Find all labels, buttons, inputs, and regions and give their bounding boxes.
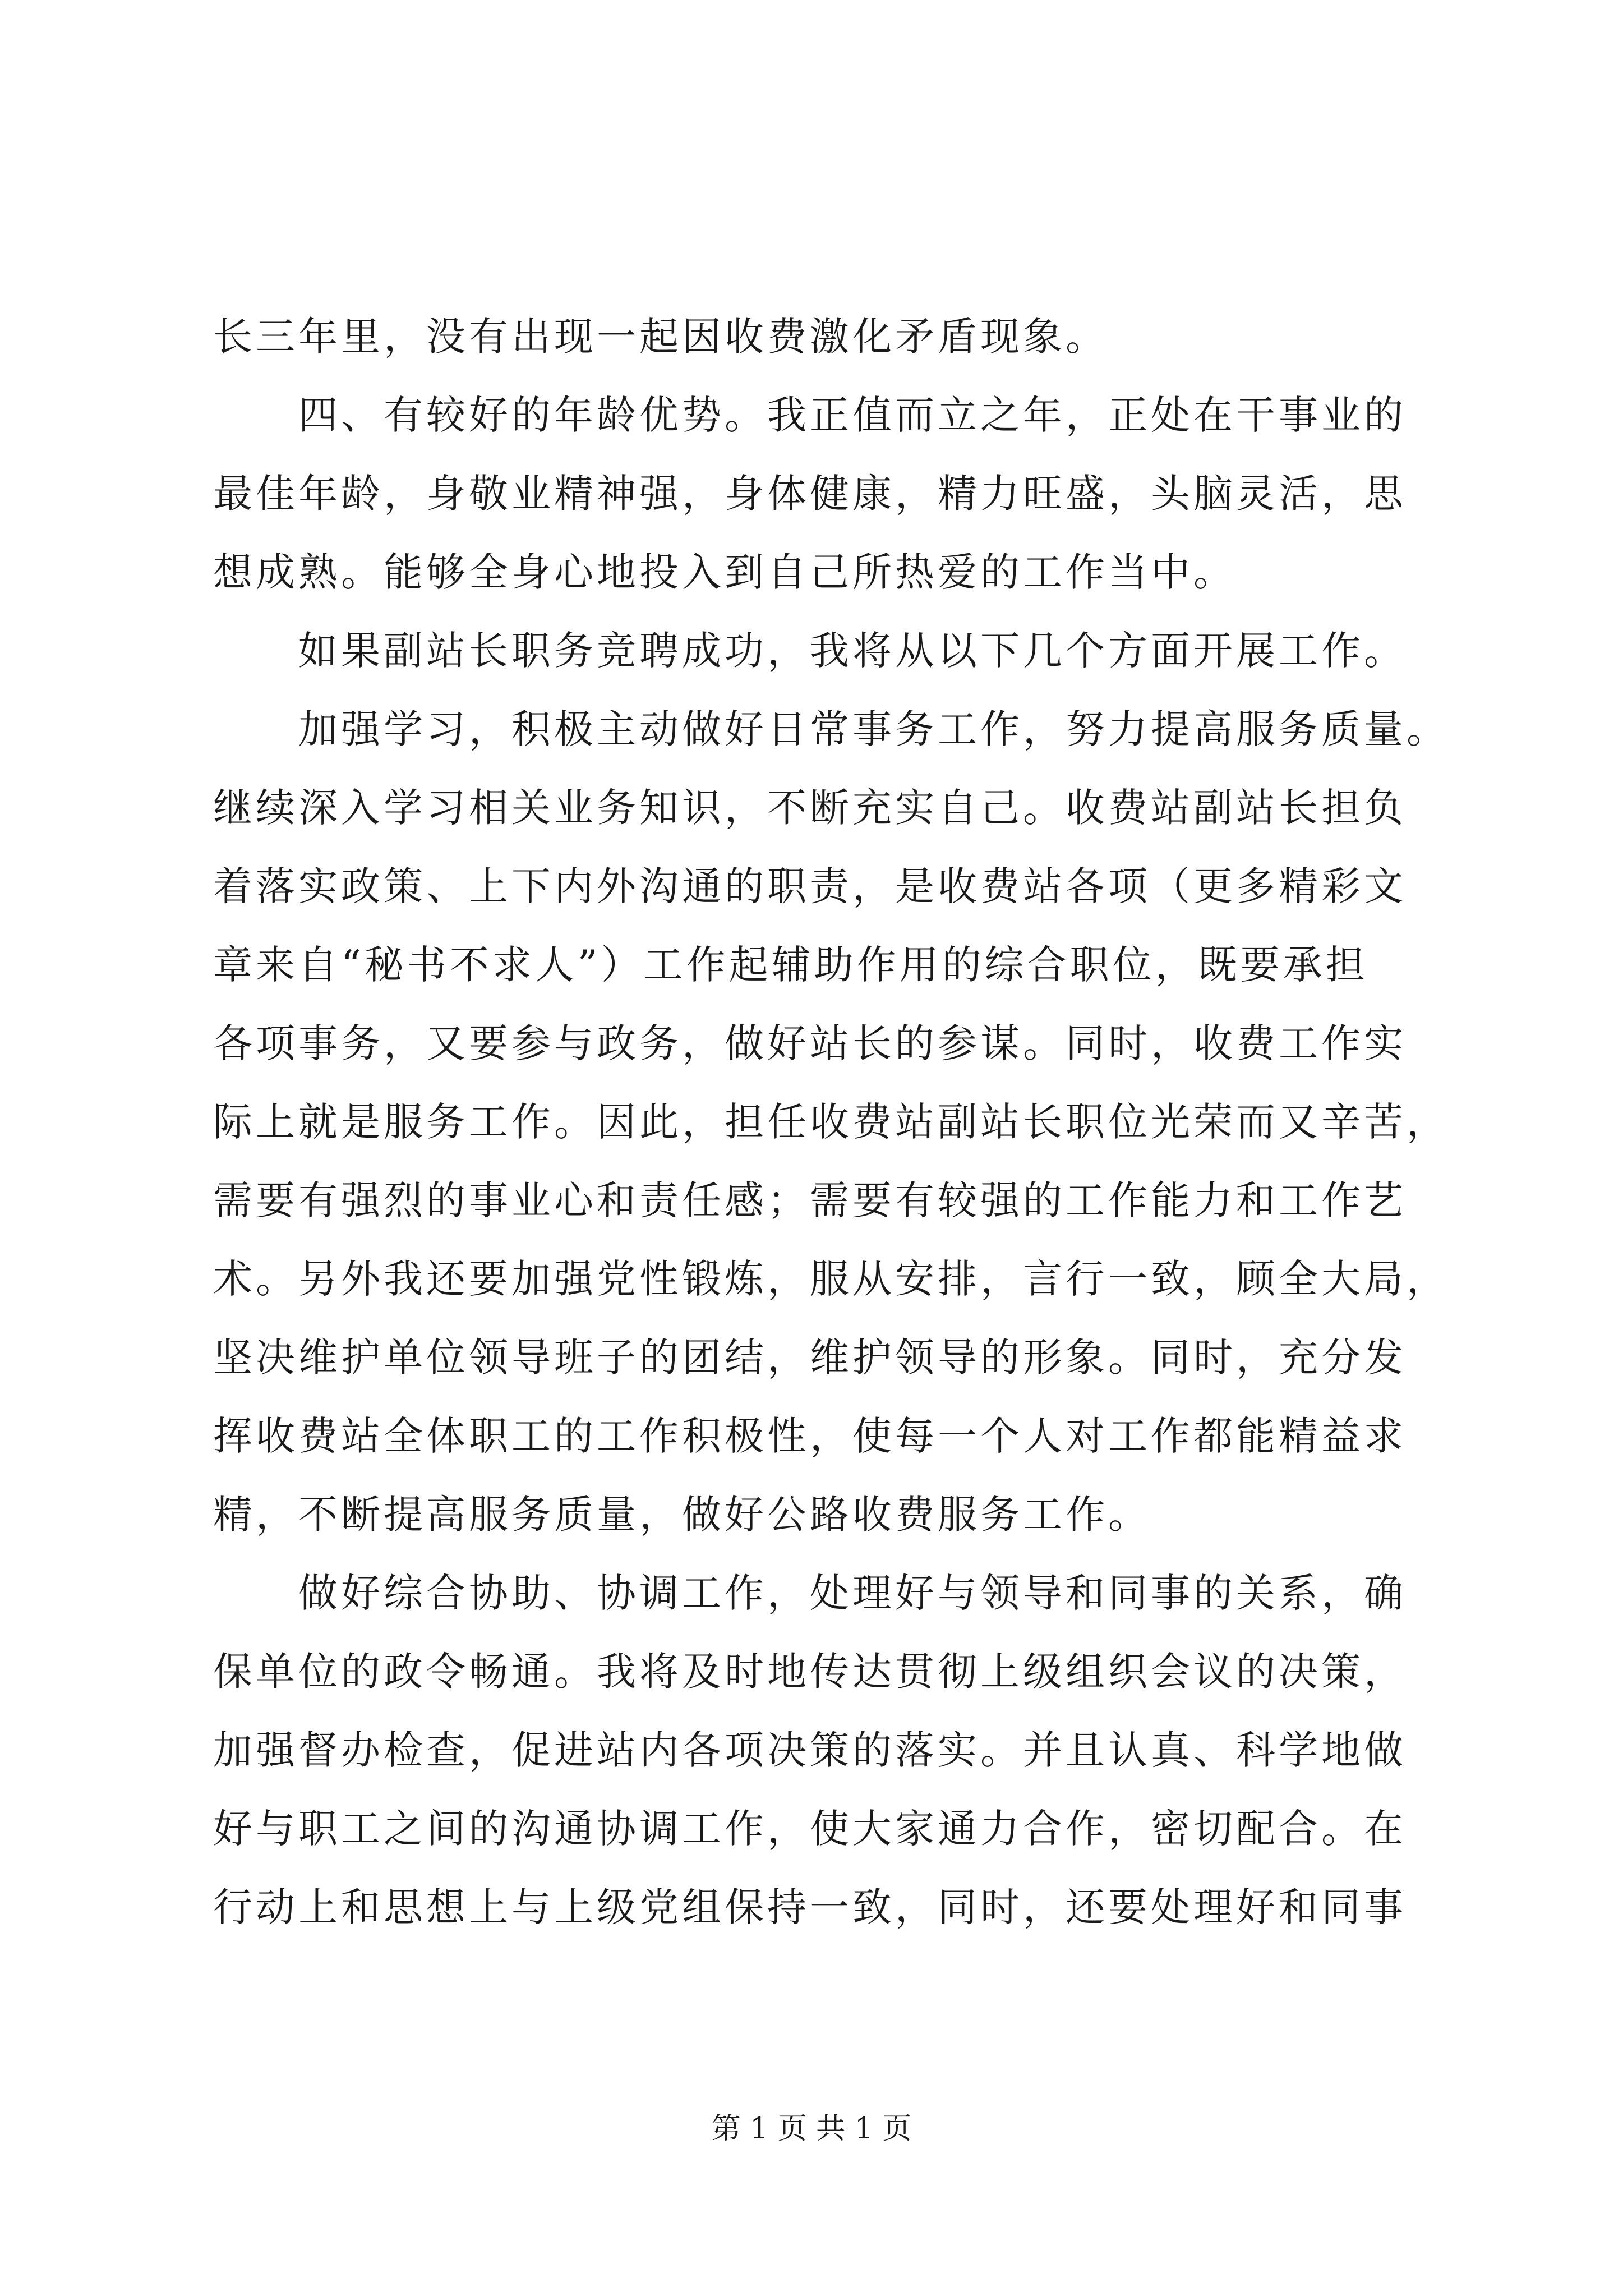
line-text: 行动上和思想上与上级党组保持一致，同时，还要处理好和同事 bbox=[213, 1884, 1407, 1930]
line-text: 四、有较好的年龄优势。我正值而立之年，正处在干事业的 bbox=[298, 392, 1407, 438]
page-footer: 第 1 页 共 1 页 bbox=[711, 2112, 912, 2146]
line-text: 着落实政策、上下内外沟通的职责，是收费站各项（更多精彩文 bbox=[213, 863, 1407, 909]
line-text: 好与职工之间的沟通协调工作，使大家通力合作，密切配合。在 bbox=[213, 1806, 1407, 1852]
line-text: 章来自“秘书不求人”）工作起辅助作用的综合职位，既要承担 bbox=[213, 942, 1368, 988]
line-text: 坚决维护单位领导班子的团结，维护领导的形象。同时，充分发 bbox=[213, 1335, 1407, 1381]
line-text: 挥收费站全体职工的工作积极性，使每一个人对工作都能精益求 bbox=[213, 1413, 1407, 1459]
line-text: 继续深入学习相关业务知识，不断充实自己。收费站副站长担负 bbox=[213, 785, 1407, 831]
line-text: 如果副站长职务竞聘成功，我将从以下几个方面开展工作。 bbox=[298, 628, 1407, 674]
line-text: 各项事务，又要参与政务，做好站长的参谋。同时，收费工作实 bbox=[213, 1020, 1407, 1066]
line-text: 加强督办检查，促进站内各项决策的落实。并且认真、科学地做 bbox=[213, 1727, 1407, 1773]
line-text: 最佳年龄，身敬业精神强，身体健康，精力旺盛，头脑灵活，思 bbox=[213, 471, 1407, 517]
line-text: 做好综合协助、协调工作，处理好与领导和同事的关系，确 bbox=[298, 1570, 1407, 1616]
line-text: 需要有强烈的事业心和责任感；需要有较强的工作能力和工作艺 bbox=[213, 1177, 1407, 1223]
line-text: 际上就是服务工作。因此，担任收费站副站长职位光荣而又辛苦， bbox=[213, 1099, 1449, 1145]
line-text: 精，不断提高服务质量，做好公路收费服务工作。 bbox=[213, 1492, 1151, 1538]
line-text: 加强学习，积极主动做好日常事务工作，努力提高服务质量。 bbox=[298, 706, 1449, 752]
line-text: 想成熟。能够全身心地投入到自己所热爱的工作当中。 bbox=[213, 549, 1236, 595]
line-text: 长三年里，没有出现一起因收费激化矛盾现象。 bbox=[213, 314, 1108, 360]
line-text: 术。另外我还要加强党性锻炼，服从安排，言行一致，顾全大局， bbox=[213, 1256, 1449, 1302]
line-text: 保单位的政令畅通。我将及时地传达贯彻上级组织会议的决策， bbox=[213, 1649, 1407, 1695]
